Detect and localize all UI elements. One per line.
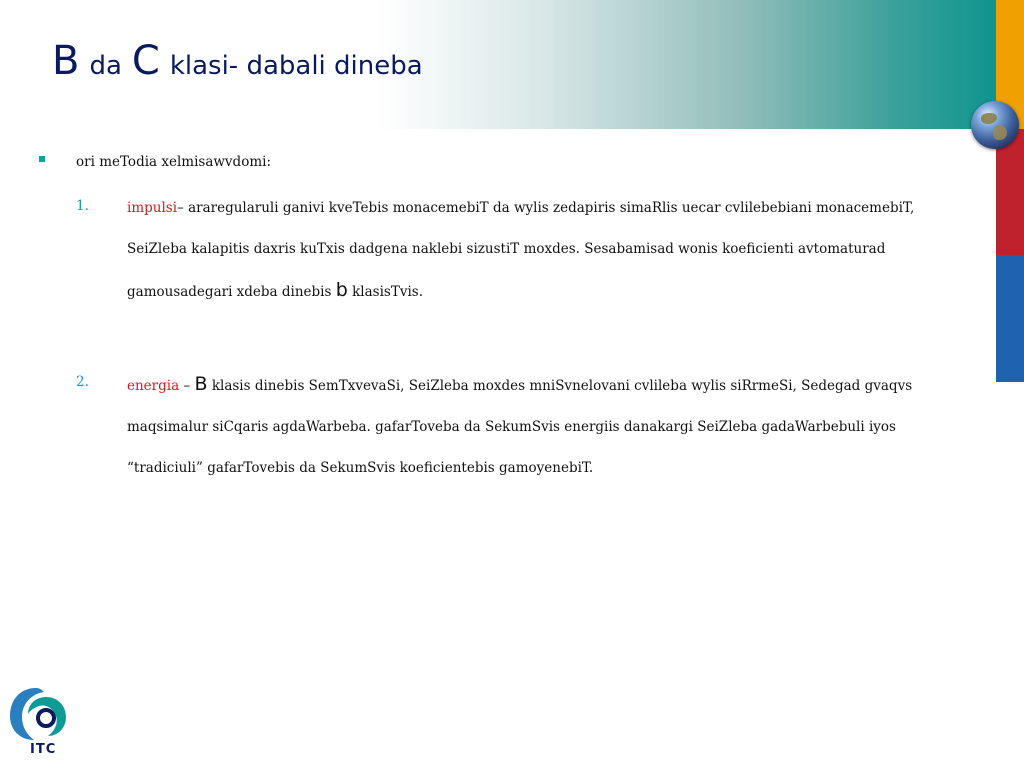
intro-text: ori meTodia xelmisawvdomi: [76,154,271,170]
item-letter-1: b [335,279,348,301]
stripe-blue [996,255,1024,382]
item-text-1: – araregularuli ganivi kveTebis monacemebiT da wylis zedapiris simaRlis uecar cvlilebebiani monacemebiT, SeiZleba kalapitis daxris kuTxis dadgena naklebi sizustiT moxdes. Sesabamisad wonis koeficienti avtomaturad gamousadegari xdeba dinebis [127,200,915,300]
item-keyword-1: impulsi [127,200,178,216]
slide-title [52,38,423,84]
item-dash-2: – [183,378,191,394]
item-number-2: 2. [76,374,89,390]
globe-icon [971,101,1019,149]
list-item-1 [127,188,917,313]
item-tail-1: klasisTvis. [352,284,423,300]
item-letter-2: B [194,373,208,395]
list-item-2 [127,364,917,489]
item-number-1: 1. [76,198,89,214]
square-bullet-icon [39,156,45,162]
item-text-2: klasis dinebis SemTxvevaSi, SeiZleba moxdes mniSvnelovani cvlileba wylis siRrmeSi, Sedegad gvaqvs maqsimalur siCqaris agdaWarbeba. gafarToveba da SekumSvis energiis danakargi SeiZleba gadaWarbebuli iyos “tradiciuli” gafarTovebis da SekumSvis koeficientebis gamoyenebiT. [127,378,913,476]
title-letter-c: C [131,38,160,84]
title-rest: klasi- dabali dineba [169,51,423,81]
itc-logo-label: ITC [30,742,57,757]
title-letter-b: B [52,38,80,84]
item-keyword-2: energia [127,378,180,394]
title-word-da: da [89,51,122,81]
